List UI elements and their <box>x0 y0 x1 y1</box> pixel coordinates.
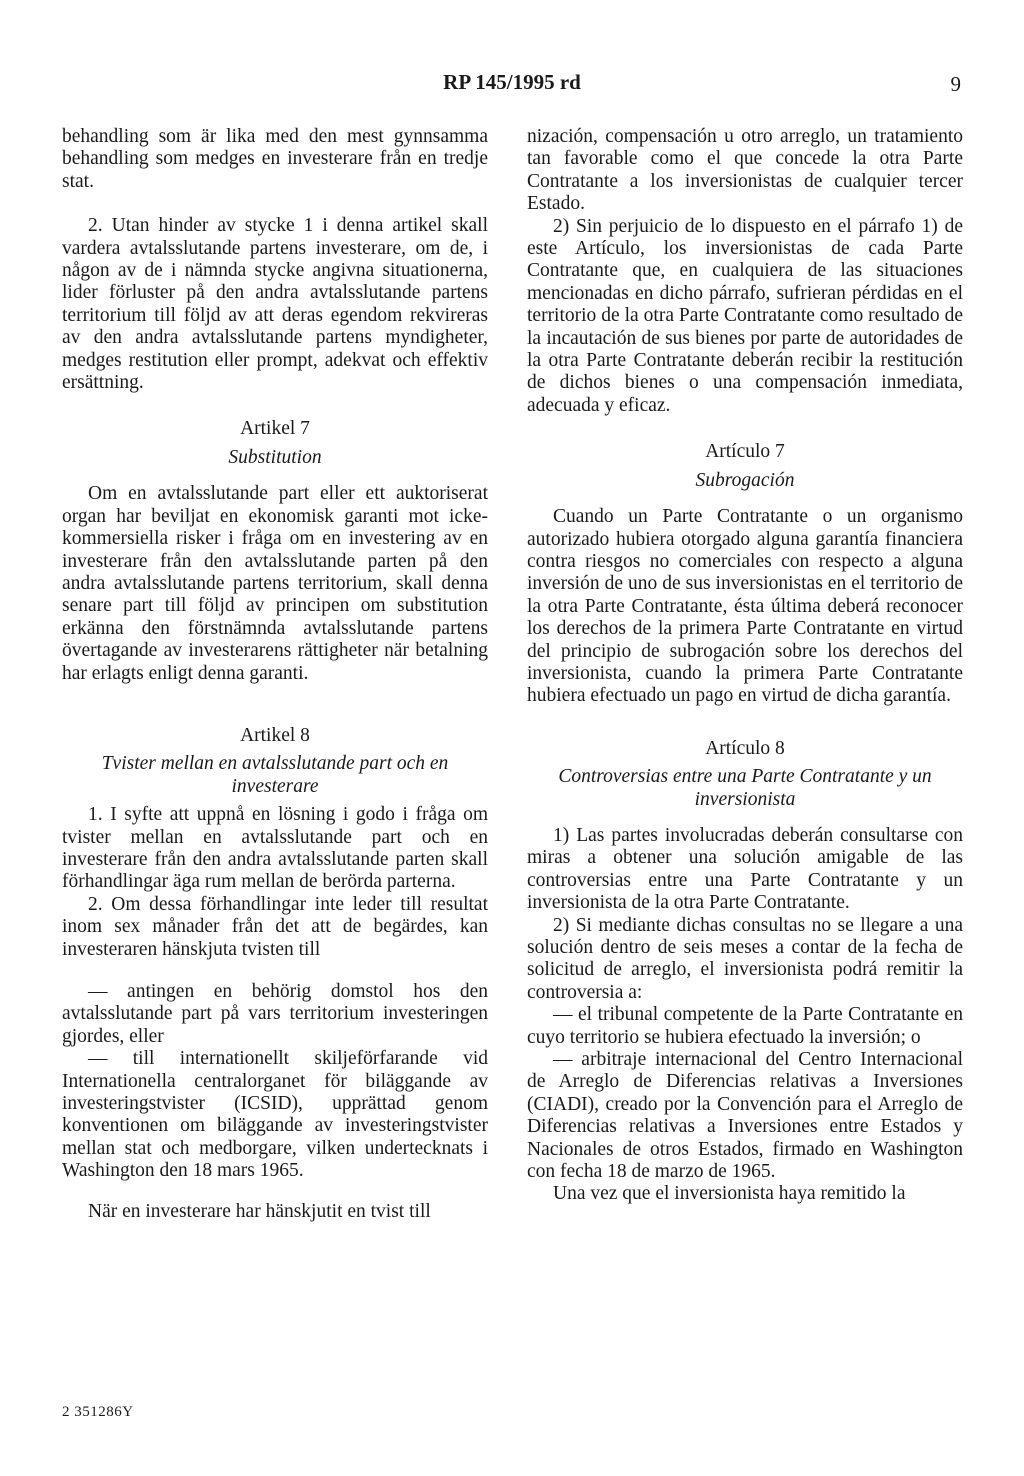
article-subtitle: Tvister mellan en avtalsslutande part och en investerare <box>101 753 449 797</box>
article-subtitle: Substitution <box>228 446 322 468</box>
list-item: — antingen en behörig domstol hos den avtalsslutande part på vars territorium investeringen gjordes, eller <box>62 981 488 1047</box>
article-subtitle: Subrogación <box>695 469 795 491</box>
document-reference: RP 145/1995 rd <box>443 70 581 94</box>
article-subtitle: Controversias entre una Parte Contratante y un inversionista <box>558 766 932 810</box>
paragraph: 2. Utan hinder av stycke 1 i denna artikel skall vardera avtalsslutande partens investerare, om de, i någon av de i nämnda stycke angivna situationerna, lider förluster på den andra avtalsslutande partens territorium till följd av att deras egendom rekvireras av den andra avtalsslutande partens myndigheter, medges restitution eller prompt, adekvat och effektiv ersättning. <box>62 215 488 394</box>
article-heading: Artikel 7 <box>240 418 310 440</box>
paragraph: 1. I syfte att uppnå en lösning i godo i fråga om tvister mellan en avtalsslutande part och en investerare från den andra avtalsslutande parten skall förhandlingar äga rum mellan de berörda parterna. <box>62 804 488 893</box>
list-item: — el tribunal competente de la Parte Contratante en cuyo territorio se hubiera efectuado la inversión; o <box>527 1004 963 1048</box>
paragraph: Cuando un Parte Contratante o un organismo autorizado hubiera otorgado alguna garantía financiera contra riesgos no comerciales con respecto a alguna inversión de uno de sus inversionistas en el territorio de la otra Parte Contratante, ésta última deberá reconocer los derechos de la primera Parte Contratante en virtud del principio de subrogación sobre los derechos del inversionista, cuando la primera Parte Contratante hubiera efectuado un pago en virtud de dicha garantía. <box>527 506 963 707</box>
running-header <box>0 70 1024 100</box>
paragraph: När en investerare har hänskjutit en tvist till <box>88 1200 431 1222</box>
paragraph: Una vez que el inversionista haya remitido la <box>553 1183 906 1205</box>
spanish-column <box>527 126 963 1206</box>
article-heading: Artículo 7 <box>705 441 785 463</box>
paragraph: 2) Si mediante dichas consultas no se llegare a una solución dentro de seis meses a contar de la fecha de solicitud de arreglo, el inversionista podrá remitir la controversia a: <box>527 914 963 1003</box>
page-number: 9 <box>950 72 961 96</box>
paragraph: behandling som är lika med den mest gynnsamma behandling som medges en investerare från en tredje stat. <box>62 126 488 192</box>
swedish-column <box>62 126 488 1223</box>
paragraph: 2) Sin perjuicio de lo dispuesto en el párrafo 1) de este Artículo, los inversionistas de cada Parte Contratante que, en cualquiera de las situaciones mencionadas en dicho párrafo, sufrieran pérdidas en el territorio de la otra Parte Contratante como resultado de la incautación de sus bienes por parte de autoridades de la otra Parte Contratante deberán recibir la restitución de dichos bienes o una compensación inmediata, adecuada y eficaz. <box>527 215 963 416</box>
article-heading: Artículo 8 <box>705 737 785 759</box>
list-item: — till internationellt skiljeförfarande vid Internationella centralorganet för biläggande av investeringstvister (ICSID), upprättad genom konventionen om biläggande av investeringstvister mellan stat och medborgare, vilken undertecknats i Washington den 18 mars 1965. <box>62 1048 488 1182</box>
paragraph: nización, compensación u otro arreglo, un tratamiento tan favorable como el que concede la otra Parte Contratante a los inversionistas de cualquier tercer Estado. <box>527 126 963 215</box>
paragraph: 1) Las partes involucradas deberán consultarse con miras a obtener una solución amigable de las controversias entre una Parte Contratante y un inversionista de la otra Parte Contratante. <box>527 824 963 914</box>
list-item: — arbitraje internacional del Centro Internacional de Arreglo de Diferencias relativas a Inversiones (CIADI), creado por la Convención para el Arreglo de Diferencias relativas a Inversiones entre Estados y Nacionales de otros Estados, firmado en Washington con fecha 18 de marzo de 1965. <box>527 1049 963 1183</box>
print-code: 2 351286Y <box>62 1404 134 1420</box>
paragraph: Om en avtalsslutande part eller ett auktoriserat organ har beviljat en ekonomisk garanti mot icke-kommersiella risker i fråga om en investering av en investerare från den avtalsslutande parten på den andra avtalsslutande partens territorium, skall denna senare part till följd av principen om substitution erkänna den förstnämnda avtalsslutande partens övertagande av investerarens rättigheter när betalning har erlagts enligt denna garanti. <box>62 483 488 684</box>
article-heading: Artikel 8 <box>240 724 310 746</box>
paragraph: 2. Om dessa förhandlingar inte leder till resultat inom sex månader från det att de begärdes, kan investeraren hänskjuta tvisten till <box>62 893 488 960</box>
